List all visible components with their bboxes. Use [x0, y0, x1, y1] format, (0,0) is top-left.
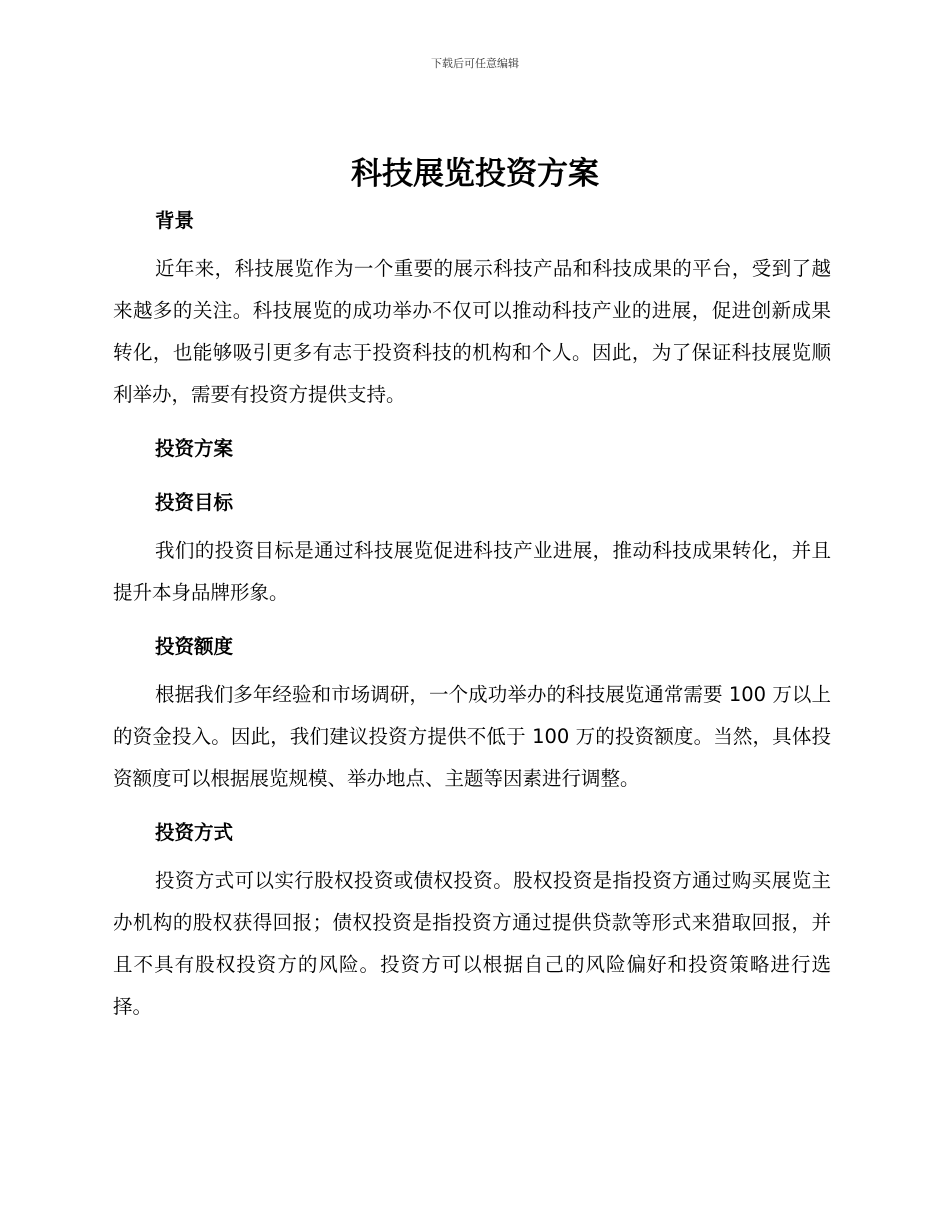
section-paragraph-investment-goal: 我们的投资目标是通过科技展览促进科技产业进展，推动科技成果转化，并且提升本身品牌形象。 — [113, 539, 831, 604]
document-title: 科技展览投资方案 — [351, 156, 599, 192]
section-paragraph-background: 近年来，科技展览作为一个重要的展示科技产品和科技成果的平台，受到了越来越多的关注。科技展览的成功举办不仅可以推动科技产业的进展，促进创新成果转化，也能够吸引更多有志于投资科技的机构和个人。因此，为了保证科技展览顺利举办，需要有投资方提供支持。 — [113, 257, 831, 406]
page-header: 下载后可任意编辑 — [431, 57, 519, 70]
section-heading-background: 背景 — [155, 209, 195, 232]
section-paragraph-investment-amount: 根据我们多年经验和市场调研，一个成功举办的科技展览通常需要 100 万以上的资金投入。因此，我们建议投资方提供不低于 100 万的投资额度。当然，具体投资额度可以根据展览规模、举办地点、主题等因素进行调整。 — [113, 683, 831, 790]
section-heading-investment-plan: 投资方案 — [155, 437, 234, 460]
section-heading-investment-goal: 投资目标 — [155, 491, 234, 514]
document-body — [113, 200, 831, 1028]
section-heading-investment-method: 投资方式 — [155, 821, 234, 844]
section-heading-investment-amount: 投资额度 — [155, 635, 234, 658]
section-paragraph-investment-method: 投资方式可以实行股权投资或债权投资。股权投资是指投资方通过购买展览主办机构的股权获得回报；债权投资是指投资方通过提供贷款等形式来猎取回报，并且不具有股权投资方的风险。投资方可以根据自己的风险偏好和投资策略进行选择。 — [113, 869, 831, 1018]
